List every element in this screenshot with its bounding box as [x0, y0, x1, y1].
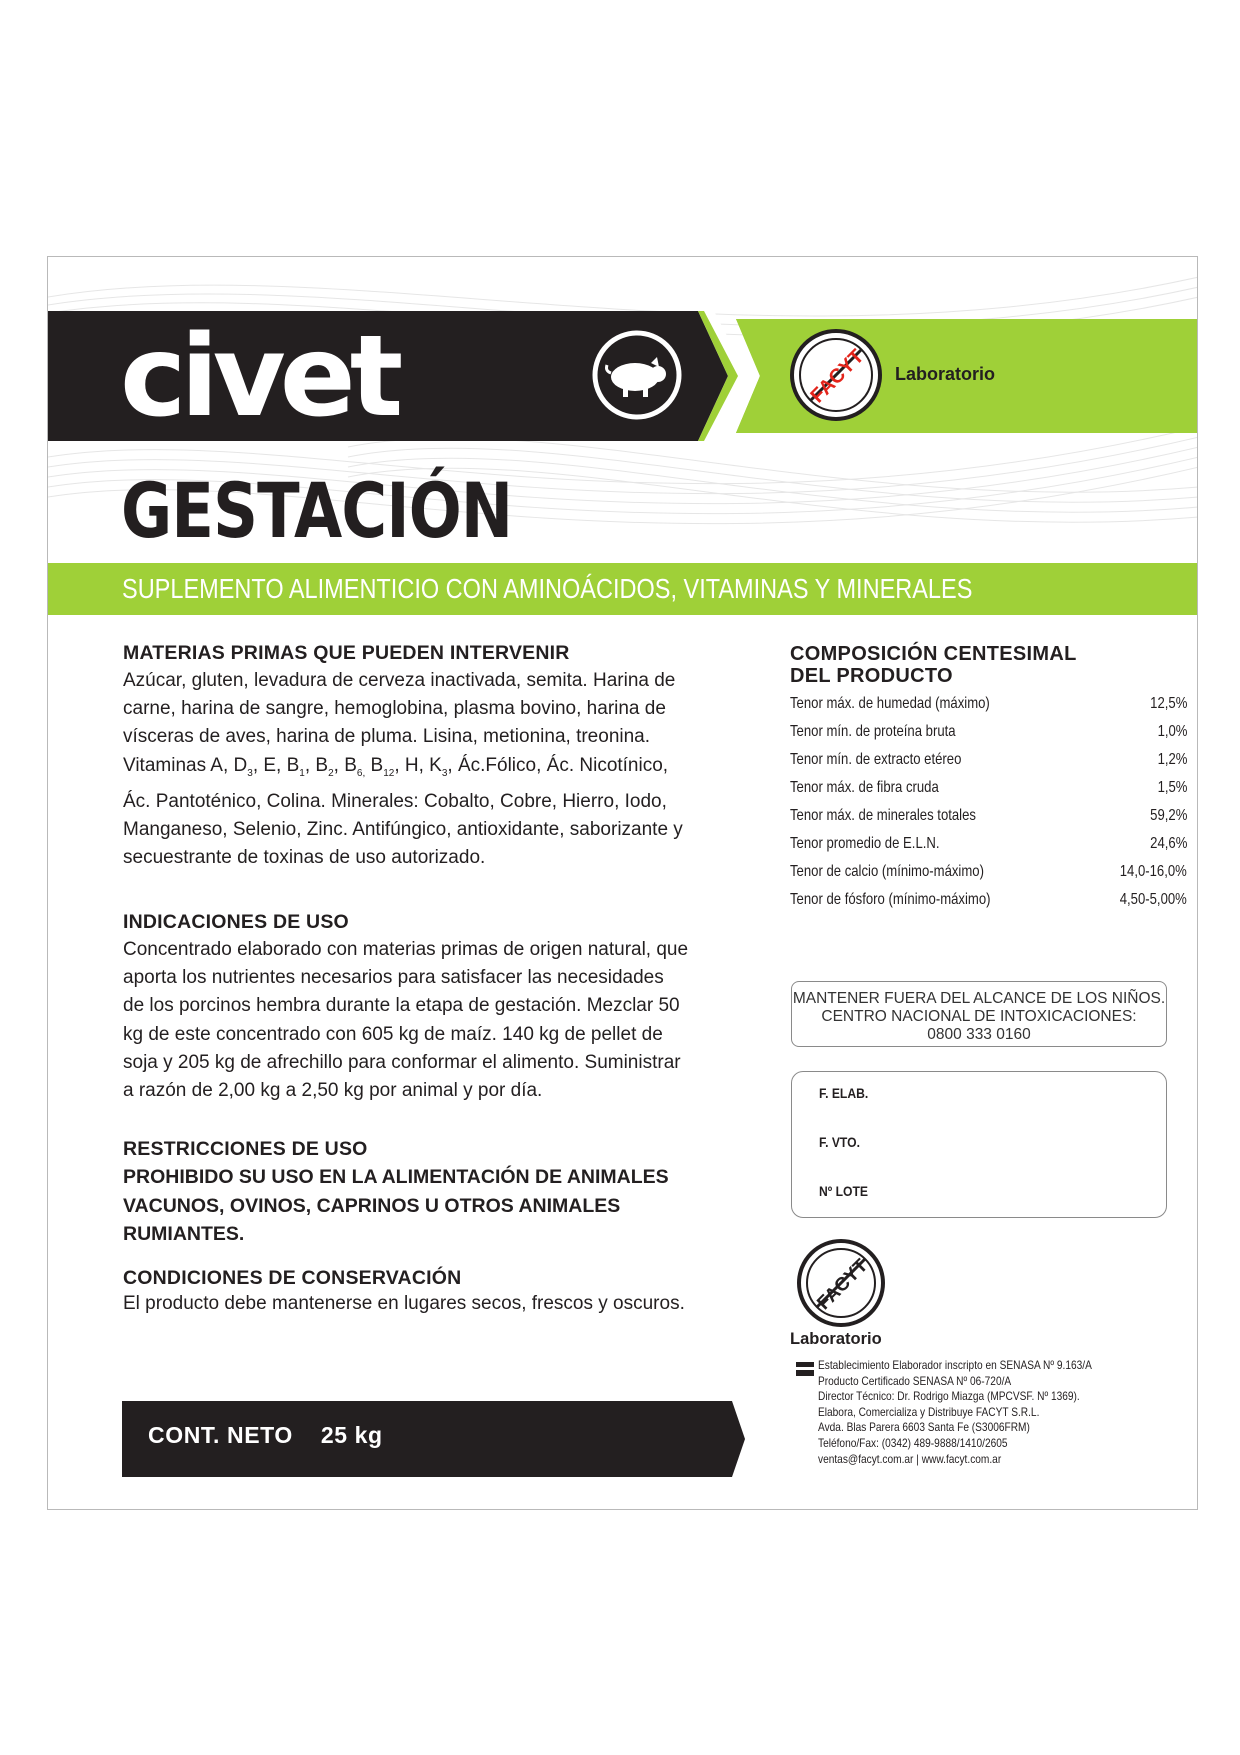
sub-b1: 1 [299, 767, 305, 779]
composition-heading-line-1: COMPOSICIÓN CENTESIMAL [790, 643, 1077, 665]
materias-line-7: secuestrante de toxinas de uso autorizado. [123, 847, 486, 869]
indicaciones-line: de los porcinos hembra durante la etapa de gestación. Mezclar 50 [123, 995, 680, 1017]
composition-row [790, 807, 1187, 835]
pig-icon [591, 329, 683, 421]
materias-line-6: Manganeso, Selenio, Zinc. Antifúngico, antioxidante, saborizante y [123, 818, 683, 840]
vit-b2: , B [304, 754, 329, 776]
product-title: GESTACIÓN [121, 466, 513, 555]
restricciones-line: RUMIANTES. [123, 1223, 245, 1245]
sub-b2: 2 [328, 767, 334, 779]
restricciones-line: PROHIBIDO SU USO EN LA ALIMENTACIÓN DE ANIMALES [123, 1166, 669, 1188]
indicaciones-line: aporta los nutrientes necesarios para satisfacer las necesidades [123, 967, 664, 989]
row-label: Tenor de fósforo (mínimo-máximo) [790, 891, 991, 908]
condiciones-heading: CONDICIONES DE CONSERVACIÓN [123, 1267, 462, 1289]
materias-line-2: carne, harina de sangre, hemoglobina, plasma bovino, harina de [123, 698, 666, 720]
vitamins-suffix: , Ác.Fólico, Ác. Nicotínico, [447, 754, 669, 776]
row-value: 24,6% [1149, 835, 1187, 852]
restricciones-section [123, 1137, 803, 1249]
elab-date-label: F. ELAB. [819, 1086, 869, 1101]
indicaciones-line: Concentrado elaborado con materias primas de origen natural, que [123, 939, 689, 960]
product-label [47, 256, 1198, 1510]
composition-row [790, 695, 1187, 723]
civet-logo: civet [120, 312, 398, 442]
indicaciones-section [123, 910, 803, 1105]
row-label: Tenor mín. de proteína bruta [790, 723, 956, 740]
indicaciones-line: kg de este concentrado con 605 kg de maíz. 140 kg de pellet de [123, 1023, 663, 1045]
row-label: Tenor máx. de minerales totales [790, 807, 976, 824]
row-value: 1,2% [1157, 751, 1187, 768]
legal-line: Avda. Blas Parera 6603 Santa Fe (S3006FRM) [818, 1420, 1030, 1435]
composition-row [790, 863, 1187, 891]
composition-row [790, 891, 1187, 919]
warning-line-1: MANTENER FUERA DEL ALCANCE DE LOS NIÑOS. [792, 990, 1166, 1007]
vit-b12: B [365, 754, 384, 776]
indicaciones-heading: INDICACIONES DE USO [123, 911, 349, 933]
composition-heading-line-2: DEL PRODUCTO [790, 665, 953, 687]
sub-k: 3 [441, 767, 448, 779]
row-label: Tenor mín. de extracto etéreo [790, 751, 962, 768]
materias-line-1: Azúcar, gluten, levadura de cerveza inactivada, semita. Harina de [123, 670, 676, 691]
legal-line: ventas@facyt.com.ar | www.facyt.com.ar [818, 1451, 1002, 1466]
facyt-stamp-text: FACYT [806, 345, 869, 408]
restricciones-line: VACUNOS, OVINOS, CAPRINOS U OTROS ANIMALES [123, 1194, 621, 1217]
legal-line: Producto Certificado SENASA Nº 06-720/A [818, 1373, 1012, 1388]
sub-b6: 6, [356, 767, 366, 779]
row-value: 59,2% [1149, 807, 1187, 824]
vit-b6: , B [333, 754, 357, 776]
net-content: CONT. NETO 25 kg [148, 1422, 383, 1448]
composition-heading [790, 643, 1077, 687]
facyt-stamp-icon [788, 327, 884, 423]
row-label: Tenor máx. de humedad (máximo) [790, 695, 990, 712]
composition-row [790, 835, 1187, 863]
legal-line: Establecimiento Elaborador inscripto en SENASA Nº 9.163/A [818, 1358, 1092, 1372]
warning-line-3: 0800 333 0160 [927, 1026, 1031, 1043]
materias-line-4 [123, 752, 803, 788]
condiciones-text: El producto debe mantenerse en lugares secos, frescos y oscuros. [123, 1293, 685, 1314]
row-value: 1,5% [1157, 779, 1187, 796]
expiry-date-label: F. VTO. [819, 1135, 860, 1150]
materias-section [123, 641, 803, 872]
indicaciones-line: soja y 205 kg de afrechillo para conformar el alimento. Suministrar [123, 1051, 681, 1073]
product-subtitle: SUPLEMENTO ALIMENTICIO CON AMINOÁCIDOS, VITAMINAS Y MINERALES [122, 573, 973, 604]
sub-d: 3 [247, 767, 253, 779]
composition-row [790, 779, 1187, 807]
warning-line-2: CENTRO NACIONAL DE INTOXICACIONES: [821, 1008, 1137, 1025]
row-value: 12,5% [1149, 695, 1187, 712]
lab-label-top: Laboratorio [895, 364, 996, 384]
row-label: Tenor de calcio (mínimo-máximo) [790, 863, 984, 880]
legal-line: Director Técnico: Dr. Rodrigo Miazga (MPCVSF. Nº 1369). [818, 1389, 1080, 1404]
lot-info-box [791, 1071, 1167, 1218]
materias-heading: MATERIAS PRIMAS QUE PUEDEN INTERVENIR [123, 642, 570, 664]
row-value: 14,0-16,0% [1119, 863, 1187, 880]
sub-b12: 12 [383, 767, 395, 779]
composition-table [790, 695, 1187, 919]
composition-row [790, 723, 1187, 751]
senasa-icon [794, 1361, 816, 1377]
indicaciones-line: a razón de 2,00 kg a 2,50 kg por animal y por día. [123, 1080, 543, 1102]
warning-box [791, 981, 1167, 1047]
restricciones-heading: RESTRICCIONES DE USO [123, 1138, 368, 1160]
legal-line: Teléfono/Fax: (0342) 489-9888/1410/2605 [818, 1435, 1008, 1450]
composition-row [790, 751, 1187, 779]
legal-info [818, 1358, 1092, 1467]
row-value: 4,50-5,00% [1119, 891, 1187, 908]
legal-line: Elabora, Comercializa y Distribuye FACYT S.R.L. [818, 1404, 1040, 1419]
lot-number-label: Nº LOTE [819, 1184, 868, 1199]
vitamins-prefix: Vitaminas A, D [123, 754, 248, 776]
vit-e-b: , E, B [252, 754, 300, 776]
materias-line-5: Ác. Pantoténico, Colina. Minerales: Cobalto, Cobre, Hierro, Iodo, [123, 790, 667, 812]
facyt-stamp-text: FACYT [813, 1255, 873, 1315]
condiciones-section [123, 1266, 803, 1318]
row-label: Tenor promedio de E.L.N. [790, 835, 940, 852]
row-label: Tenor máx. de fibra cruda [790, 779, 939, 796]
facyt-stamp-icon [793, 1235, 889, 1331]
materias-line-3: vísceras de aves, harina de pluma. Lisina, metionina, treonina. [123, 726, 651, 748]
lab-label-bottom: Laboratorio [790, 1330, 882, 1348]
vit-h-k: , H, K [394, 754, 442, 776]
row-value: 1,0% [1157, 723, 1187, 740]
